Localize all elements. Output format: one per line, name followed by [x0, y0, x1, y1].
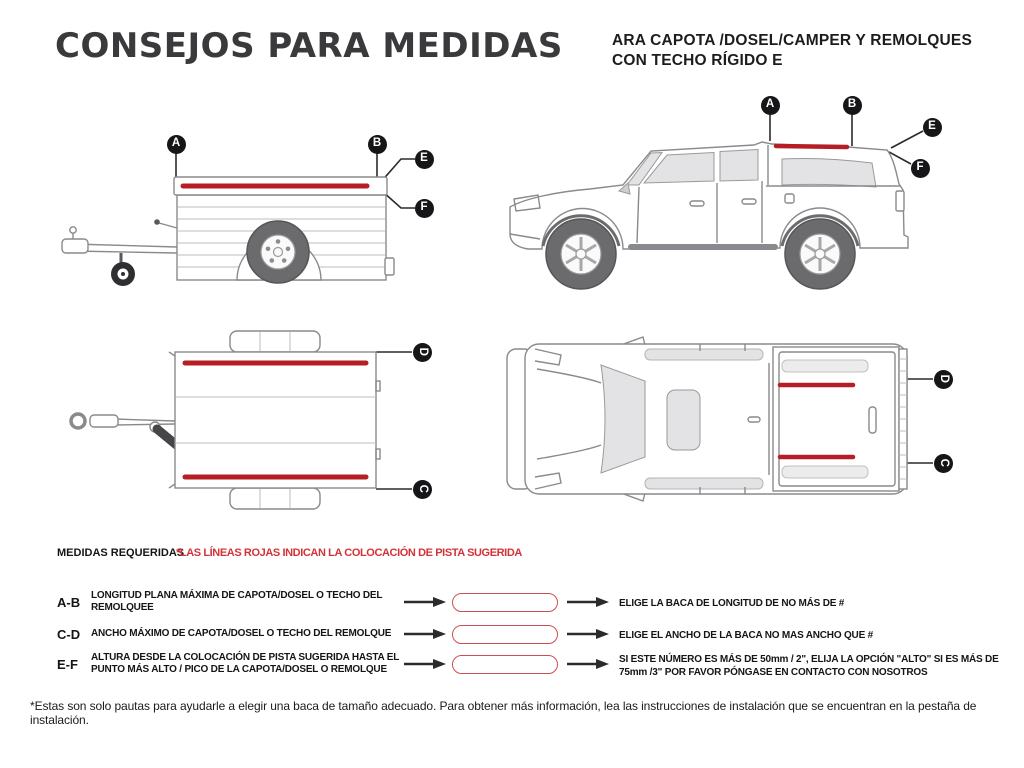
tailgate: [899, 349, 907, 489]
sunroof: [667, 390, 700, 450]
tail-light: [385, 258, 394, 275]
arrow-right-icon: [567, 658, 609, 670]
truck-top-drawing: [495, 335, 965, 515]
marker-d: D: [934, 370, 953, 389]
crank-handle: [154, 219, 160, 225]
diagram-trailer-side: [55, 95, 450, 310]
footer-note: *Estas son solo pautas para ayudarle a elegir una baca de tamaño adecuado. Para obtener más información, lea las instrucciones de instalación que se encuentran en la pestaña de instalación.: [30, 699, 977, 727]
tail-light: [896, 191, 904, 211]
trailer-fender-bottom: [230, 488, 320, 509]
marker-c: C: [413, 480, 432, 499]
marker-c: C: [934, 454, 953, 473]
measure-instruction-cd: ELIGE EL ANCHO DE LA BACA NO MAS ANCHO QUE #: [619, 630, 873, 641]
arrow-right-icon: [404, 596, 446, 608]
marker-b: B: [368, 135, 387, 154]
arrow-right-icon: [404, 628, 446, 640]
diagram-truck-side: [490, 95, 950, 310]
measurements-heading: MEDIDAS REQUERIDAS: [57, 547, 185, 559]
hinge: [376, 381, 380, 391]
marker-e: E: [923, 118, 942, 137]
leader-e: [891, 131, 923, 148]
canopy-side-window: [782, 360, 868, 372]
measure-code-ab: A-B: [57, 595, 81, 610]
measure-desc-cd: ANCHO MÁXIMO DE CAPOTA/DOSEL O TECHO DEL REMOLQUE: [91, 628, 392, 639]
page-subtitle-line1: ARA CAPOTA /DOSEL/CAMPER Y REMOLQUES: [612, 32, 972, 49]
measure-instruction-ef: SI ESTE NÚMERO ES MÁS DE 50mm / 2", ELIJA LA OPCIÓN "ALTO" SI ES MÁS DE 75mm /3" POR FAVOR PÓNGASE EN CONTACTO CON NOSOTROS: [619, 654, 999, 678]
measure-code-cd: C-D: [57, 627, 81, 642]
page-title: CONSEJOS PARA MEDIDAS: [55, 26, 563, 66]
arrow-right-icon: [404, 658, 446, 670]
red-lines-note: *LAS LÍNEAS ROJAS INDICAN LA COLOCACIÓN DE PISTA SUGERIDA: [176, 547, 522, 559]
measure-desc-ab: LONGITUD PLANA MÁXIMA DE CAPOTA/DOSEL O TECHO DEL REMOLQUEE: [91, 590, 383, 613]
marker-b: B: [843, 96, 862, 115]
marker-f: F: [911, 159, 930, 178]
arrow-right-icon: [567, 596, 609, 608]
canopy-side-window: [782, 466, 868, 478]
arrow-right-icon: [567, 628, 609, 640]
suggested-track-line: [776, 146, 847, 147]
rear-door-window: [720, 150, 758, 182]
running-board: [628, 244, 778, 250]
measure-instruction-ab: ELIGE LA BACA DE LONGITUD DE NO MÁS DE #: [619, 598, 845, 609]
marker-d: D: [413, 343, 432, 362]
front-wheel: [546, 219, 616, 289]
hitch-coupler: [62, 239, 88, 253]
measure-value-field-cd: [452, 625, 558, 644]
measure-code-ef: E-F: [57, 657, 78, 672]
diagram-trailer-top: [58, 325, 443, 520]
measure-desc-ef: ALTURA DESDE LA COLOCACIÓN DE PISTA SUGERIDA HASTA EL PUNTO MÁS ALTO / PICO DE LA CAPOTA/DOSEL O REMOLQUE: [91, 652, 399, 675]
marker-a: A: [761, 96, 780, 115]
hitch-coupler: [90, 415, 118, 427]
marker-a: A: [167, 135, 186, 154]
diagram-truck-top: [495, 335, 965, 515]
trailer-fender-top: [230, 331, 320, 352]
canopy-window: [782, 159, 876, 188]
hitch-ring: [71, 414, 85, 428]
page-subtitle-line2: CON TECHO RÍGIDO E: [612, 52, 783, 69]
trailer-deck: [175, 352, 376, 488]
truck-side-drawing: [490, 95, 950, 310]
hitch-tongue: [115, 419, 175, 421]
hinge: [376, 449, 380, 459]
rear-wheel: [785, 219, 855, 289]
trailer-drawbar: [73, 251, 177, 253]
measure-value-field-ab: [452, 593, 558, 612]
measure-value-field-ef: [452, 655, 558, 674]
marker-f: F: [415, 199, 434, 218]
page-subtitle: [612, 31, 972, 71]
windshield: [601, 365, 645, 473]
marker-e: E: [415, 150, 434, 169]
trailer-side-drawing: [55, 95, 450, 310]
trailer-top-drawing: [58, 325, 443, 520]
